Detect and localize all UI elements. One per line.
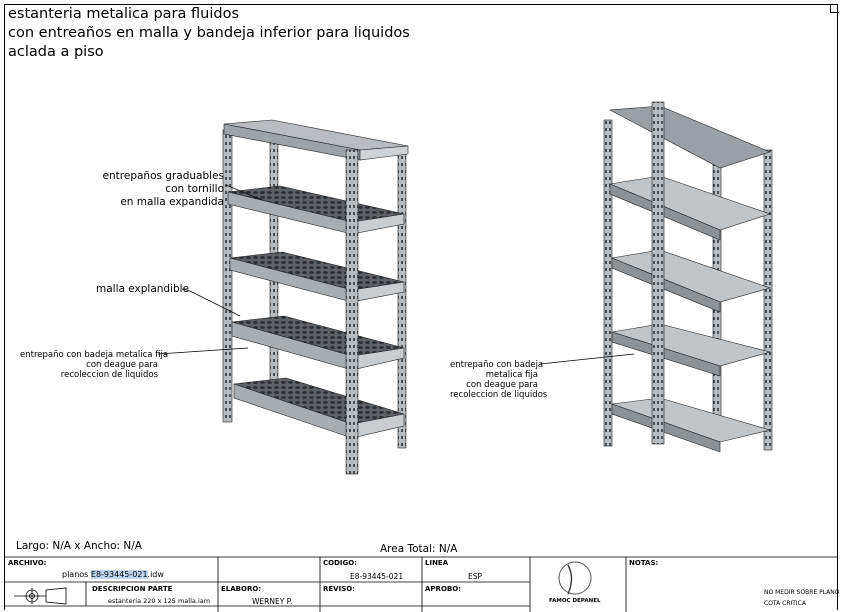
left-rack-view: [223, 120, 408, 474]
note-no-medir: NO MEDIR SOBRE PLANO: [764, 589, 840, 596]
left-rack-mesh-shelves: [228, 186, 404, 438]
codigo-label: CODIGO:: [323, 559, 357, 567]
callout-tray-right: [450, 360, 548, 400]
dimensions-text: Largo: N/A x Ancho: N/A: [16, 540, 142, 552]
left-rack-front-post: [346, 150, 358, 474]
codigo-value: E8-93445-021: [350, 572, 404, 581]
callout-text: en malla expandida: [120, 196, 224, 208]
title-line-2: con entreaños en malla y bandeja inferior para liquidos: [8, 25, 410, 41]
linea-label: LINEA: [425, 559, 449, 567]
callout-text: metalica fija: [485, 370, 538, 380]
note-cota-critica: COTA CRITICA: [764, 600, 806, 607]
right-rack-view: [604, 102, 772, 452]
callout-adjustable-shelves: [84, 170, 224, 209]
callout-text: recoleccion de liquidos: [450, 390, 548, 400]
callout-text: entrepaño con badeja: [450, 360, 544, 370]
callout-text: con tornillo: [165, 183, 224, 195]
right-rack-post-right: [764, 150, 772, 450]
archivo-suffix: .idw: [147, 570, 164, 579]
callout-text: entrepaños graduables: [102, 170, 224, 182]
archivo-value: [62, 570, 164, 579]
area-text: Area Total: N/A: [380, 543, 458, 555]
callout-text: con deague para: [86, 360, 158, 370]
company-logo-icon: [559, 562, 591, 594]
descripcion-value: estanteria 220 x 125 malla.iam: [108, 597, 211, 605]
right-rack-top-shelf: [610, 106, 770, 168]
archivo-prefix: planos: [62, 570, 91, 579]
left-rack-rear-post-left: [223, 130, 232, 422]
callout-tray-left: [20, 350, 169, 380]
callout-mesh: malla explandible: [96, 283, 190, 295]
projection-symbol-icon: [14, 588, 66, 604]
archivo-highlight: E8-93445-021: [90, 570, 148, 579]
title-line-1: estanteria metalica para fluidos: [8, 6, 239, 22]
callout-text: entrepaño con badeja metalica fija: [20, 350, 169, 360]
callout-text: recoleccion de liquidos: [60, 370, 158, 380]
archivo-label: ARCHIVO:: [8, 559, 47, 567]
company-logo-text: FAMOC DEPANEL: [549, 598, 601, 604]
linea-value: ESP: [468, 572, 483, 581]
title-line-3: aclada a piso: [8, 44, 104, 60]
right-rack-front-post-left: [604, 120, 612, 446]
right-rack-shelves: [610, 176, 770, 452]
aprobo-label: APROBO:: [425, 585, 461, 593]
notas-label: NOTAS:: [629, 559, 659, 567]
callout-text: con deague para: [466, 380, 538, 390]
elaboro-value: WERNEY P.: [252, 597, 293, 606]
left-rack-rear-post-right: [398, 148, 406, 448]
reviso-label: REVISO:: [323, 585, 355, 593]
right-rack-front-post-mid: [652, 102, 664, 444]
elaboro-label: ELABORO:: [221, 585, 262, 593]
descripcion-label: DESCRIPCION PARTE: [92, 585, 173, 593]
